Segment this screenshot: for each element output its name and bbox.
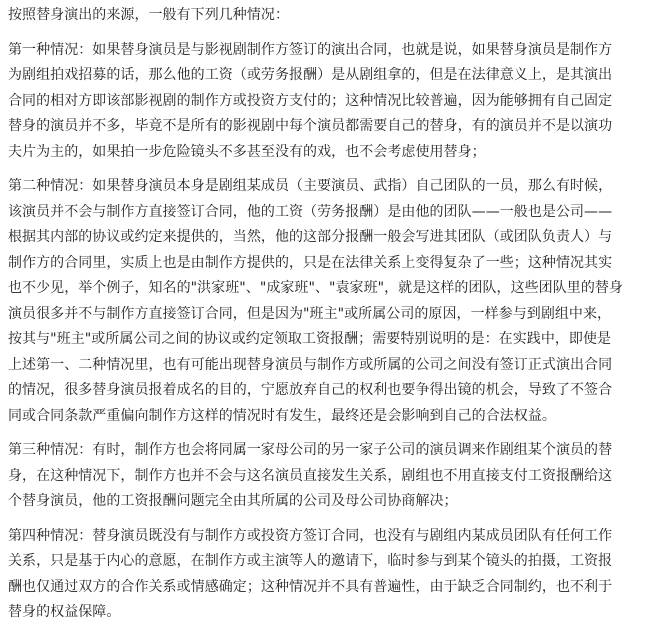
text-line: 第二种情况：如果替身演员本身是剧组某成员（主要演员、武指）自己团队的一员，那么有时候， [8,178,613,194]
case-four-paragraph [8,524,664,626]
text-line: 的情况，很多替身演员报着成名的目的，宁愿放弃自己的权利也要争得出镜的机会，导致了不签合 [8,382,613,398]
text-line: 同或合同条款严重偏向制作方这样的情况时有发生，最终还是会影响到自己的合法权益。 [8,407,556,424]
text-line: 演员很多并不与制作方直接签订合同，但是因为"班主"或所属公司的原因，一样参与到剧组中来， [8,305,612,322]
text-line: 按照替身演出的来源，一般有下列几种情况： [8,7,289,23]
text-line: 身，在这种情况下，制作方也并不会与这名演员直接发生关系，剧组也不用直接支付工资报酬给这 [8,467,613,484]
text-line: 第三种情况：有时，制作方也会将同属一家母公司的另一家子公司的演员调来作剧组某个演员的替 [8,442,613,458]
case-two-paragraph [8,174,664,429]
text-line: 第一种情况：如果替身演员是与影视剧制作方签订的演出合同，也就是说，如果替身演员是制作方 [8,41,613,58]
text-line: 夫片为主的，如果拍一步危险镜头不多甚至没有的戏，也不会考虑使用替身； [8,143,486,160]
case-one-paragraph [8,38,664,166]
text-line: 制作方的合同里，实质上也是由制作方提供的，只是在法律关系上变得复杂了一些；这种情况其实 [8,254,613,271]
text-line: 个替身演员，他的工资报酬问题完全由其所属的公司及母公司协商解决； [8,493,458,509]
text-line: 为剧组拍戏招募的话，那么他的工资（或劳务报酬）是从剧组拿的，但是在法律意义上，是其演出 [8,67,613,83]
text-line: 酬也仅通过双方的合作关系或情感确定；这种情况并不具有普遍性，由于缺乏合同制约，也不利于 [8,578,613,595]
text-line: 按其与"班主"或所属公司之间的协议或约定领取工资报酬；需要特别说明的是：在实践中，即使是 [8,331,612,347]
intro-paragraph [8,3,664,29]
text-line: 根据其内部的协议或约定来提供的，当然，他的这部分报酬一般会写进其团队（或团队负责人）与 [8,229,613,245]
text-line: 也不少见，举个例子，知名的"洪家班"、"成家班"、"袁家班"，就是这样的团队，这些团队里的替身 [8,280,623,296]
text-line: 该演员并不会与制作方直接签订合同，他的工资（劳务报酬）是由他的团队——一般也是公司—— [8,203,613,220]
case-three-paragraph [8,438,664,515]
text-line: 第四种情况：替身演员既没有与制作方或投资方签订合同，也没有与剧组内某成员团队有任何工作 [8,527,613,544]
text-line: 上述第一、二种情况里，也有可能出现替身演员与制作方或所属的公司之间没有签订正式演出合同 [8,356,613,373]
text-line: 替身的演员并不多，毕竟不是所有的影视剧中每个演员都需要自己的替身，有的演员并不是以演功 [8,118,613,134]
text-line: 关系，只是基于内心的意愿，在制作方或主演等人的邀请下，临时参与到某个镜头的拍摄，工资报 [8,553,613,569]
text-line: 替身的权益保障。 [8,604,121,620]
text-line: 合同的相对方即该部影视剧的制作方或投资方支付的；这种情况比较普遍，因为能够拥有自己固定 [8,92,613,109]
